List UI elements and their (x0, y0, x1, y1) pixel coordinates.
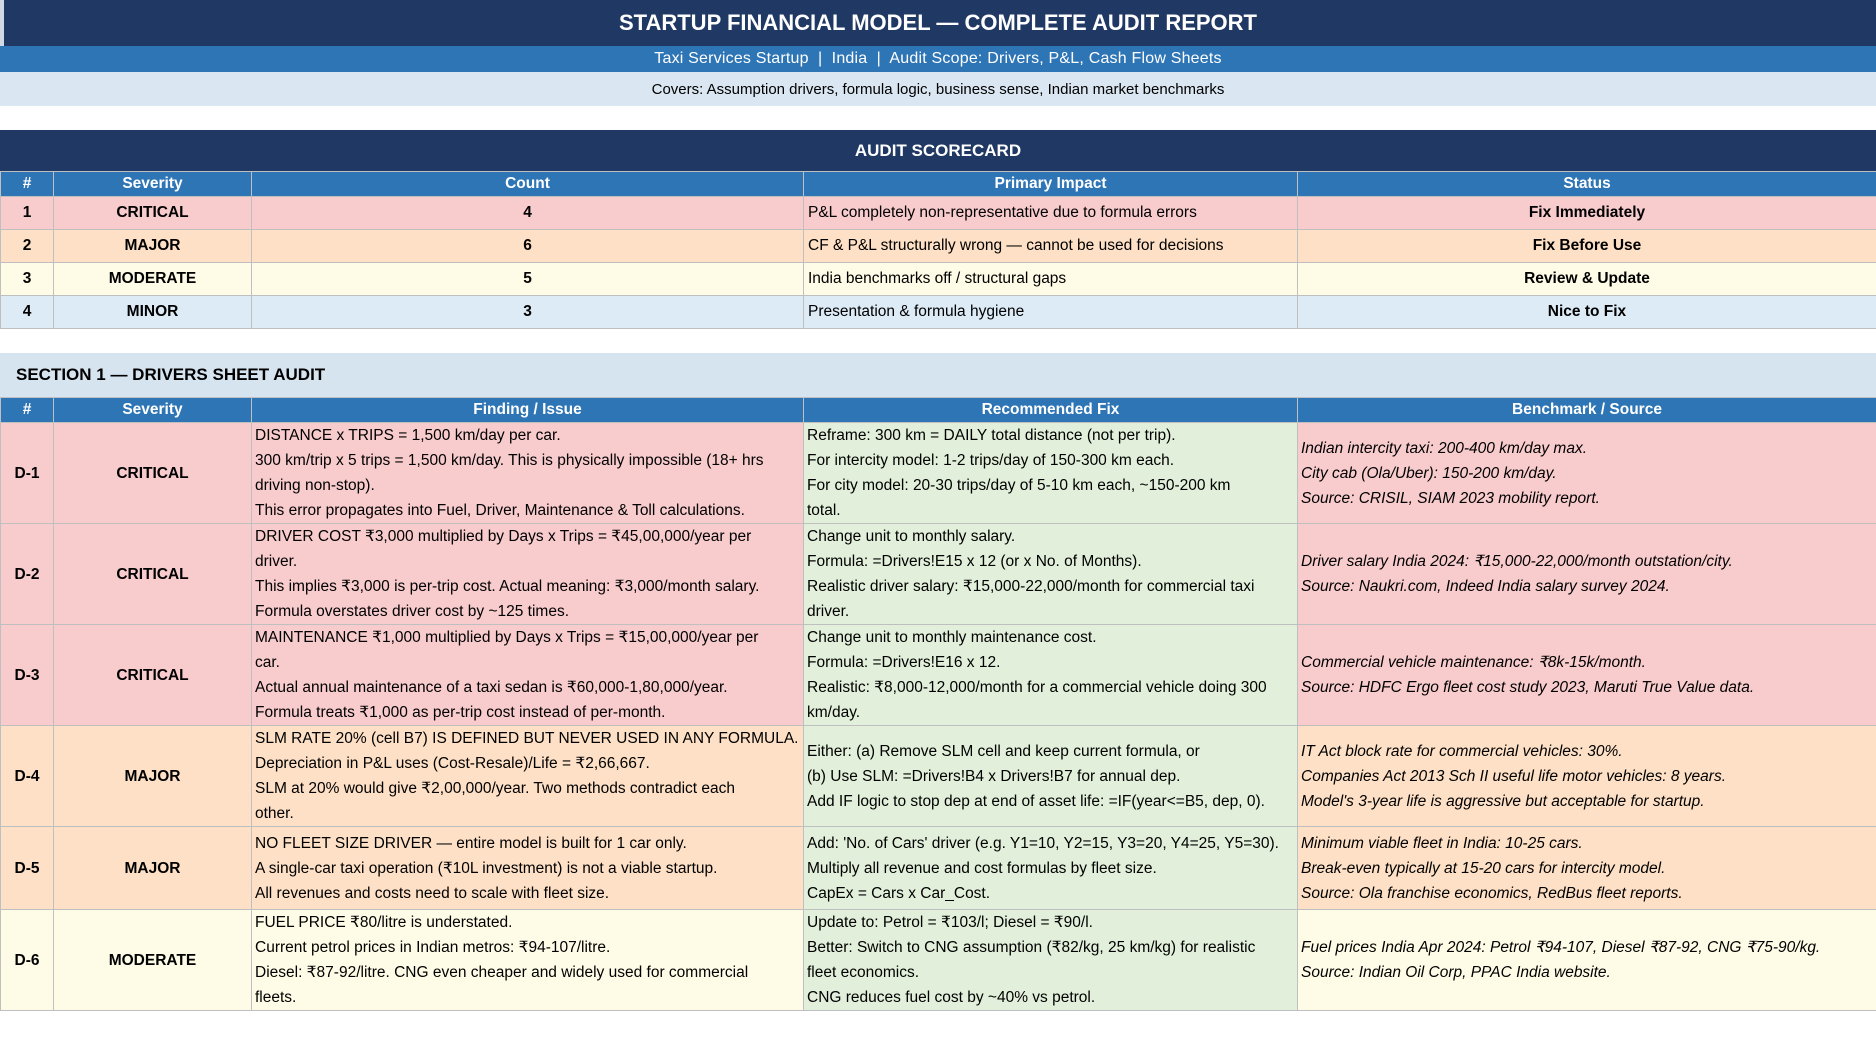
cell-finding-line: Formula overstates driver cost by ~125 times. (255, 603, 569, 620)
cell-fix-line: total. (807, 502, 841, 519)
cell-status[interactable]: Nice to Fix (1298, 296, 1876, 329)
cell-finding-line: SLM at 20% would give ₹2,00,000/year. Two methods contradict each (255, 780, 736, 797)
cell-benchmark[interactable] (1298, 827, 1876, 910)
cell-benchmark-line: Source: HDFC Ergo fleet cost study 2023, Maruti True Value data. (1301, 679, 1755, 696)
cell-id[interactable]: D-1 (1, 423, 54, 524)
cell-status[interactable]: Review & Update (1298, 263, 1876, 296)
cell-fix-line: Change unit to monthly maintenance cost. (807, 629, 1097, 646)
cell-impact[interactable]: Presentation & formula hygiene (804, 296, 1298, 329)
cell-num[interactable]: 3 (1, 263, 54, 296)
cell-benchmark-line: Commercial vehicle maintenance: ₹8k-15k/month. (1301, 654, 1646, 671)
cell-finding[interactable] (252, 625, 804, 726)
cell-benchmark-line: Minimum viable fleet in India: 10-25 cars. (1301, 834, 1583, 852)
cell-finding-line: Current petrol prices in Indian metros: ₹94-107/litre. (255, 939, 611, 956)
cell-benchmark-line: Driver salary India 2024: ₹15,000-22,000/month outstation/city. (1301, 553, 1733, 570)
cell-severity[interactable]: CRITICAL (54, 197, 252, 230)
cell-severity[interactable]: MINOR (54, 296, 252, 329)
cell-count[interactable]: 6 (252, 230, 804, 263)
cell-fix-line: Either: (a) Remove SLM cell and keep current formula, or (807, 742, 1200, 760)
cell-benchmark-line: Source: Ola franchise economics, RedBus fleet reports. (1301, 884, 1683, 902)
cell-id[interactable]: D-4 (1, 726, 54, 827)
cell-benchmark[interactable] (1298, 625, 1876, 726)
scorecard-table (0, 171, 1876, 329)
cell-id[interactable]: D-2 (1, 524, 54, 625)
cell-benchmark-line: Break-even typically at 15-20 cars for intercity model. (1301, 859, 1666, 877)
cell-impact[interactable]: P&L completely non-representative due to formula errors (804, 197, 1298, 230)
cell-finding-line: Formula treats ₹1,000 as per-trip cost instead of per-month. (255, 704, 666, 721)
cell-fix-line: CNG reduces fuel cost by ~40% vs petrol. (807, 989, 1096, 1006)
cell-finding-line: Actual annual maintenance of a taxi sedan is ₹60,000-1,80,000/year. (255, 679, 728, 696)
cell-fix-line: driver. (807, 603, 850, 620)
cell-count[interactable]: 5 (252, 263, 804, 296)
cell-benchmark-line: Source: CRISIL, SIAM 2023 mobility report. (1301, 489, 1600, 507)
cell-finding[interactable] (252, 524, 804, 625)
cell-benchmark[interactable] (1298, 423, 1876, 524)
cell-benchmark-line: Indian intercity taxi: 200-400 km/day max. (1301, 439, 1588, 457)
cell-benchmark-line: City cab (Ola/Uber): 150-200 km/day. (1301, 464, 1557, 482)
audit-header-row (1, 398, 1876, 423)
scorecard-row (1, 263, 1876, 296)
audit-row (1, 827, 1876, 910)
cell-fix-line: Update to: Petrol = ₹103/l; Diesel = ₹90/l. (807, 914, 1093, 931)
col-header-severity[interactable]: Severity (54, 398, 252, 423)
cell-benchmark-line: IT Act block rate for commercial vehicles: 30%. (1301, 742, 1623, 760)
cell-finding[interactable] (252, 423, 804, 524)
cell-severity[interactable]: MODERATE (54, 263, 252, 296)
cell-fix[interactable] (804, 625, 1298, 726)
cell-finding-line: DISTANCE x TRIPS = 1,500 km/day per car. (255, 427, 561, 444)
cell-fix-line: Change unit to monthly salary. (807, 528, 1016, 545)
cell-finding-line: This implies ₹3,000 is per-trip cost. Actual meaning: ₹3,000/month salary. (255, 578, 760, 595)
cell-benchmark[interactable] (1298, 910, 1876, 1011)
col-header-status[interactable]: Status (1298, 172, 1876, 197)
cell-num[interactable]: 4 (1, 296, 54, 329)
cell-finding-line: A single-car taxi operation (₹10L investment) is not a viable startup. (255, 859, 718, 877)
cell-finding-line: This error propagates into Fuel, Driver, Maintenance & Toll calculations. (255, 502, 745, 519)
section-1-title: SECTION 1 — DRIVERS SHEET AUDIT (0, 353, 1876, 397)
audit-row (1, 910, 1876, 1011)
cell-finding-line: Depreciation in P&L uses (Cost-Resale)/Life = ₹2,66,667. (255, 755, 650, 772)
col-header-benchmark[interactable]: Benchmark / Source (1298, 398, 1876, 423)
cell-severity[interactable]: MAJOR (54, 230, 252, 263)
cell-fix-line: CapEx = Cars x Car_Cost. (807, 884, 991, 902)
cell-benchmark-line: Fuel prices India Apr 2024: Petrol ₹94-107, Diesel ₹87-92, CNG ₹75-90/kg. (1301, 939, 1821, 956)
cell-finding-line: NO FLEET SIZE DRIVER — entire model is built for 1 car only. (255, 834, 687, 852)
cell-finding-line: other. (255, 805, 294, 822)
scorecard-row (1, 230, 1876, 263)
cell-finding[interactable] (252, 827, 804, 910)
report-title: STARTUP FINANCIAL MODEL — COMPLETE AUDIT REPORT (0, 0, 1876, 46)
cell-finding-line: driving non-stop). (255, 477, 375, 494)
cell-finding[interactable] (252, 726, 804, 827)
col-header-num[interactable]: # (1, 398, 54, 423)
cell-id[interactable]: D-6 (1, 910, 54, 1011)
cell-finding-line: 300 km/trip x 5 trips = 1,500 km/day. This is physically impossible (18+ hrs (255, 452, 764, 469)
cell-impact[interactable]: CF & P&L structurally wrong — cannot be used for decisions (804, 230, 1298, 263)
cell-status[interactable]: Fix Before Use (1298, 230, 1876, 263)
cell-severity[interactable]: CRITICAL (54, 524, 252, 625)
cell-fix-line: Better: Switch to CNG assumption (₹82/kg, 25 km/kg) for realistic (807, 939, 1256, 956)
cell-fix[interactable] (804, 524, 1298, 625)
col-header-impact[interactable]: Primary Impact (804, 172, 1298, 197)
cell-fix-line: Formula: =Drivers!E15 x 12 (or x No. of Months). (807, 553, 1142, 570)
col-header-count[interactable]: Count (252, 172, 804, 197)
cell-fix-line: Add: 'No. of Cars' driver (e.g. Y1=10, Y2=15, Y3=20, Y4=25, Y5=30). (807, 834, 1279, 852)
cell-impact[interactable]: India benchmarks off / structural gaps (804, 263, 1298, 296)
cell-finding-line: FUEL PRICE ₹80/litre is understated. (255, 914, 513, 931)
audit-row (1, 625, 1876, 726)
cell-finding-line: All revenues and costs need to scale with fleet size. (255, 884, 610, 902)
audit-row (1, 726, 1876, 827)
spacer-row (0, 329, 1876, 353)
cell-fix-line: Add IF logic to stop dep at end of asset life: =IF(year<=B5, dep, 0). (807, 792, 1265, 810)
scorecard-row (1, 197, 1876, 230)
col-header-severity[interactable]: Severity (54, 172, 252, 197)
cell-fix[interactable] (804, 423, 1298, 524)
cell-fix-line: km/day. (807, 704, 861, 721)
cell-fix-line: For city model: 20-30 trips/day of 5-10 km each, ~150-200 km (807, 477, 1231, 494)
cell-benchmark-line: Model's 3-year life is aggressive but acceptable for startup. (1301, 792, 1705, 810)
audit-row (1, 524, 1876, 625)
cell-finding-line: car. (255, 654, 280, 671)
cell-finding[interactable] (252, 910, 804, 1011)
scorecard-row (1, 296, 1876, 329)
cell-severity[interactable]: CRITICAL (54, 423, 252, 524)
cell-fix[interactable] (804, 726, 1298, 827)
scorecard-header-row (1, 172, 1876, 197)
scorecard-title: AUDIT SCORECARD (0, 130, 1876, 171)
cell-benchmark-line: Source: Indian Oil Corp, PPAC India website. (1301, 964, 1611, 981)
cell-finding-line: driver. (255, 553, 298, 570)
cell-benchmark-line: Companies Act 2013 Sch II useful life motor vehicles: 8 years. (1301, 767, 1727, 785)
cell-fix-line: Realistic driver salary: ₹15,000-22,000/month for commercial taxi (807, 578, 1255, 595)
col-header-finding[interactable]: Finding / Issue (252, 398, 804, 423)
cell-count[interactable]: 3 (252, 296, 804, 329)
cell-count[interactable]: 4 (252, 197, 804, 230)
report-subtitle: Taxi Services Startup | India | Audit Scope: Drivers, P&L, Cash Flow Sheets (0, 46, 1876, 72)
cell-finding-line: SLM RATE 20% (cell B7) IS DEFINED BUT NEVER USED IN ANY FORMULA. (255, 730, 799, 747)
cell-fix-line: fleet economics. (807, 964, 919, 981)
cell-severity[interactable]: MAJOR (54, 726, 252, 827)
cell-num[interactable]: 2 (1, 230, 54, 263)
cell-status[interactable]: Fix Immediately (1298, 197, 1876, 230)
cell-id[interactable]: D-5 (1, 827, 54, 910)
cell-benchmark[interactable] (1298, 726, 1876, 827)
col-header-fix[interactable]: Recommended Fix (804, 398, 1298, 423)
cell-num[interactable]: 1 (1, 197, 54, 230)
cell-benchmark-line: Source: Naukri.com, Indeed India salary survey 2024. (1301, 578, 1670, 595)
drivers-audit-table (0, 397, 1876, 1011)
col-header-num[interactable]: # (1, 172, 54, 197)
cell-fix-line: Reframe: 300 km = DAILY total distance (not per trip). (807, 427, 1176, 444)
cell-finding-line: DRIVER COST ₹3,000 multiplied by Days x Trips = ₹45,00,000/year per (255, 528, 752, 545)
spacer-row (0, 106, 1876, 130)
cell-severity[interactable]: MODERATE (54, 910, 252, 1011)
cell-fix[interactable] (804, 910, 1298, 1011)
cell-fix-line: For intercity model: 1-2 trips/day of 150-300 km each. (807, 452, 1174, 469)
cell-fix-line: Multiply all revenue and cost formulas by fleet size. (807, 859, 1157, 877)
cell-benchmark[interactable] (1298, 524, 1876, 625)
cell-finding-line: Diesel: ₹87-92/litre. CNG even cheaper and widely used for commercial (255, 964, 749, 981)
cell-severity[interactable]: CRITICAL (54, 625, 252, 726)
report-covers-note: Covers: Assumption drivers, formula logic, business sense, Indian market benchmarks (0, 72, 1876, 106)
cell-severity[interactable]: MAJOR (54, 827, 252, 910)
audit-row (1, 423, 1876, 524)
cell-fix-line: Formula: =Drivers!E16 x 12. (807, 654, 1001, 671)
cell-fix-line: Realistic: ₹8,000-12,000/month for a commercial vehicle doing 300 (807, 679, 1267, 696)
cell-id[interactable]: D-3 (1, 625, 54, 726)
cell-fix-line: (b) Use SLM: =Drivers!B4 x Drivers!B7 for annual dep. (807, 767, 1181, 785)
cell-finding-line: MAINTENANCE ₹1,000 multiplied by Days x Trips = ₹15,00,000/year per (255, 629, 759, 646)
cell-fix[interactable] (804, 827, 1298, 910)
cell-finding-line: fleets. (255, 989, 297, 1006)
